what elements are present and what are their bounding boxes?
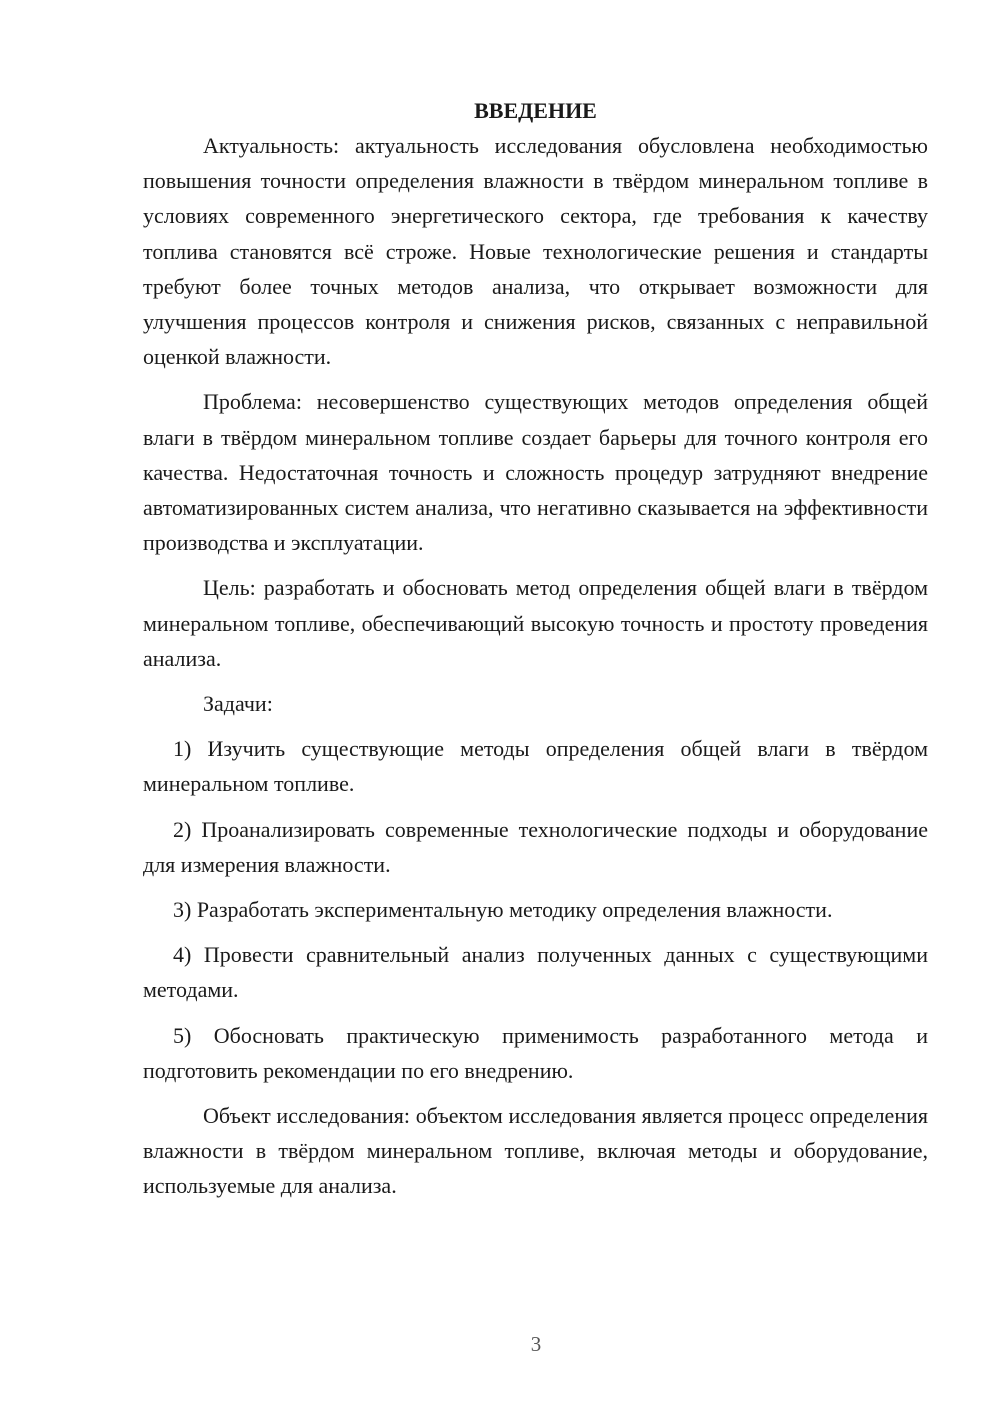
section-heading: ВВЕДЕНИЕ [474, 98, 597, 123]
task-item-2: 2) Проанализировать современные технологические подходы и оборудование для измерения влажности. [143, 816, 928, 877]
paragraph-problem: Проблема: несовершенство существующих методов определения общей влаги в твёрдом минеральном топливе создает барьеры для точного контроля его качества. Недостаточная точность и сложность процедур затрудняют внедрение автоматизированных систем анализа, что негативно сказывается на эффективности производства и эксплуатации. [143, 389, 928, 556]
task-item-3: 3) Разработать экспериментальную методику определения влажности. [173, 897, 833, 923]
paragraph-object: Объект исследования: объектом исследования является процесс определения влажности в твёрдом минеральном топливе, включая методы и оборудование, используемые для анализа. [143, 1103, 928, 1199]
task-item-5: 5) Обосновать практическую применимость разработанного метода и подготовить рекомендации по его внедрению. [143, 1022, 928, 1083]
task-item-4: 4) Провести сравнительный анализ полученных данных с существующими методами. [143, 942, 928, 1003]
page-number: 3 [530, 1332, 542, 1356]
paragraph-goal: Цель: разработать и обосновать метод определения общей влаги в твёрдом минеральном топливе, обеспечивающий высокую точность и простоту проведения анализа. [143, 575, 928, 671]
task-item-1: 1) Изучить существующие методы определения общей влаги в твёрдом минеральном топливе. [143, 736, 928, 797]
paragraph-relevance: Актуальность: актуальность исследования обусловлена необходимостью повышения точности определения влажности в твёрдом минеральном топливе в условиях современного энергетического сектора, где требования к качеству топлива становятся всё строже. Новые технологические решения и стандарты требуют более точных методов анализа, что открывает возможности для улучшения процессов контроля и снижения рисков, связанных с неправильной оценкой влажности. [143, 133, 928, 370]
document-page [143, 95, 928, 1204]
tasks-label: Задачи: [203, 691, 273, 717]
